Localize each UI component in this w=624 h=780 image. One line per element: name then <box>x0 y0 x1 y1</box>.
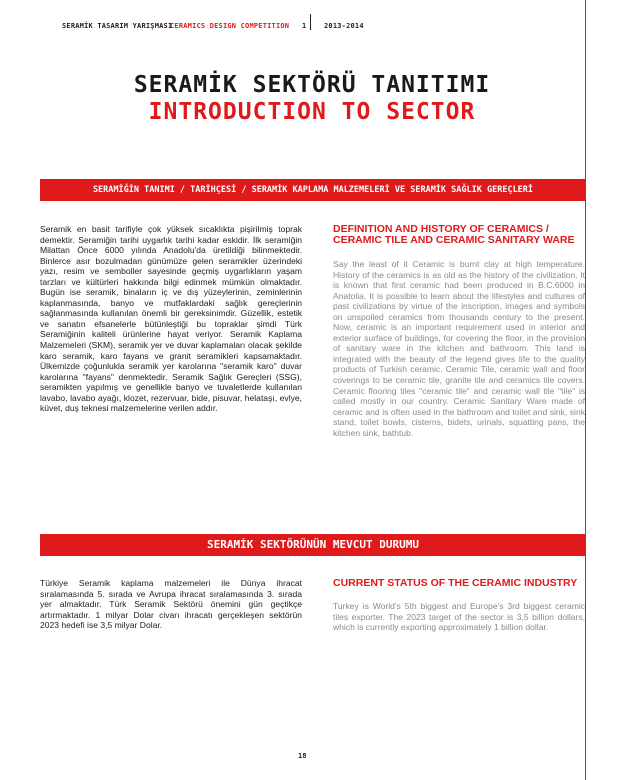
header-separator: 1 <box>302 22 307 30</box>
section2-en-text: Turkey is World's 5th biggest and Europe's 3rd biggest ceramic tiles exporter. The 2023 target of the sector is 3,5 billion dollars, which is currently exporting approximately 1 billion dollar. <box>333 601 585 633</box>
section1-banner: SERAMİĞİN TANIMI / TARİHÇESİ / SERAMİK KAPLAMA MALZEMELERİ VE SERAMİK SAĞLIK GEREÇLERİ <box>40 179 586 201</box>
competition-name-tr: SERAMİK TASARIM YARIŞMASI <box>62 22 173 30</box>
section2-tr-text: Türkiye Seramik kaplama malzemeleri ile Dünya ihracat sıralamasında 5. sırada ve Avrupa ihracat sıralamasında 3. sırada yer almaktadır. Türk Seramik Sektörü önemini gün geçtikçe artırmaktadır. 1 milyar Dolar civarı ihracatı gerçekleşen sektörün 2023 hedefi ise 3,5 milyar Dolar. <box>40 578 302 631</box>
section1-tr-text: Seramik en basit tarifiyle çok yüksek sıcaklıkta pişirilmiş toprak demektir. Seramiğin tarihi uygarlık tarihi kadar eskidir. İlk seramiğin Milattan Önce 6000 yılında Anadolu'da üretildiği bilinmektedir. Binlerce asır bozulmadan günümüze gelen seramikler üzerindeki yazı, resim ve semboller sayesinde geçmiş uygarlıkların yaşam tarzları ve kültürleri hakkında bilgi edinmek mümkün olmaktadır. Bugün ise seramik, binaların iç ve dış yüzeylerinin, zeminlerinin kaplanmasında, banyo ve mutfaklardaki sağlık gereçlerinin sağlanmasında kullanılan önemli bir gereksinimdir. Güzellik, estetik ve sanatın efsanelerle bütünleştiği bu topraklar şimdi Türk Seramiğinin kaliteli ürünlerine hayat veriyor. Seramik Kaplama Malzemeleri (SKM), seramik yer ve duvar kaplamaları olacak şekilde karo seramik, karo fayans ve granit seramikleri kapsamaktadır. Ülkemizde çoğunlukla seramik yer karolarına "seramik karo" duvar karolarına "fayans" denmektedir. Seramik Sağlık Gereçleri (SSG), seramikten yapılmış ve genellikle banyo ve tuvaletlerde kullanılan lavabo, lavabo ayağı, klozet, rezervuar, bide, pisuvar, helataşı, evlye, küvet, duş teknesi malzemelerine verilen addır. <box>40 224 302 414</box>
page-title-tr: SERAMİK SEKTÖRÜ TANITIMI <box>133 72 491 98</box>
section1-en-text: Say the least of it Ceramic is burnt clay at high temperature. History of the ceramics is as old as the history of the civilization. It is known that first ceramic had been produced in B.C.6000 in Anatolia. It is possible to learn about the lifestyles and cultures of past civilizations by virtue of the inscription, images and symbols on unspoiled ceramics from thousands century to the present. Now, ceramic is an important requirement used in interior and exterior surface of buildings, for covering the floor, in the provision of sanitary ware in the kitchen and bathroom. This land is integrated with the beauty of the legend gives life to the quality products of Turkish ceramic. Ceramic Tile, ceramic wall and floor coverings to be ceramic tile, granite tile and ceramics tile covers. Ceramic flooring tiles "ceramic tile" and ceramic wall tile "tile" is called mostly in our country. Ceramic Sanitary Ware made of ceramic and is often used in the bathroom and toilet and sink, sink stand, toilet bowls, cisterns, bidets, urinals, squatting pans, the kitchen sink, bathtub. <box>333 259 585 438</box>
page-title-en: INTRODUCTION TO SECTOR <box>148 99 476 125</box>
competition-name-en: CERAMICS DESIGN COMPETITION <box>170 22 290 30</box>
page-header <box>62 22 582 34</box>
competition-years: 2013-2014 <box>324 22 364 30</box>
section2-en-heading: CURRENT STATUS OF THE CERAMIC INDUSTRY <box>333 577 578 589</box>
header-divider <box>310 14 311 30</box>
page-number: 18 <box>298 752 307 760</box>
section2-banner: SERAMİK SEKTÖRÜNÜN MEVCUT DURUMU <box>40 534 586 556</box>
section1-en-heading: DEFINITION AND HISTORY OF CERAMICS / CERAMIC TILE AND CERAMIC SANITARY WARE <box>333 223 575 246</box>
